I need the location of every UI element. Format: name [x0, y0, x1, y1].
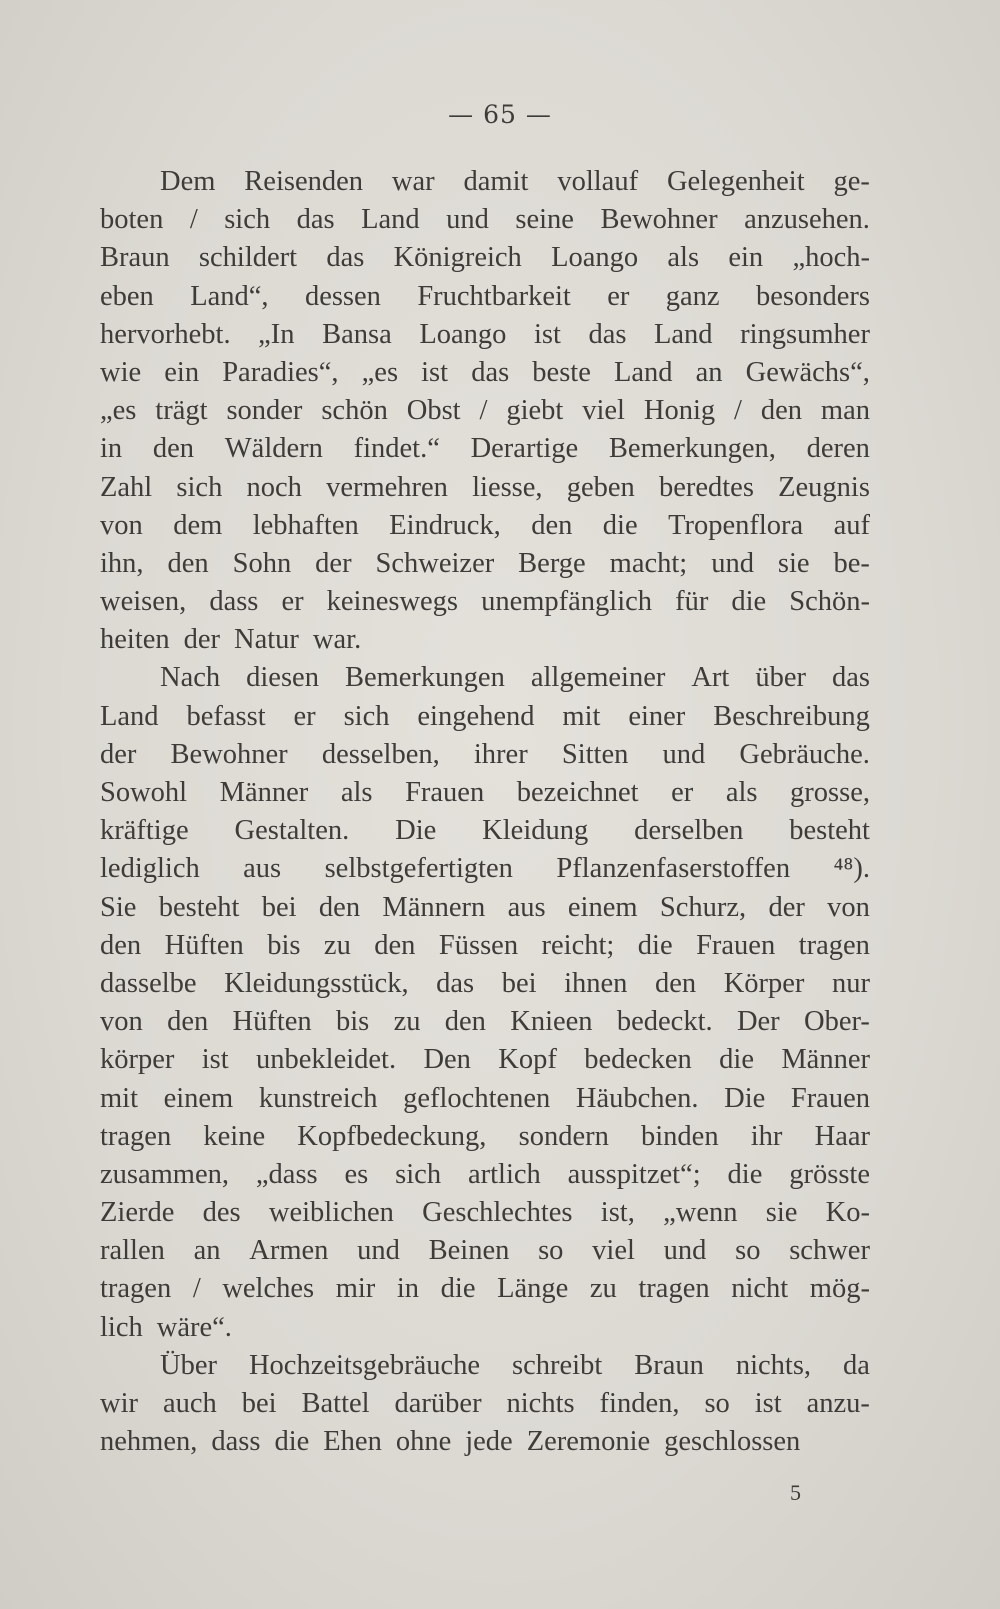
text-line: Zahl sich noch vermehren liesse, geben beredtes Zeugnis: [100, 471, 870, 503]
paragraph: [100, 163, 870, 659]
text-line: Braun schildert das Königreich Loango als ein „hoch-: [100, 242, 870, 274]
paragraph: [100, 659, 870, 1346]
text-line: kräftige Gestalten. Die Kleidung derselben besteht: [100, 815, 870, 847]
text-line: boten / sich das Land und seine Bewohner anzusehen.: [100, 204, 870, 236]
text-line: der Bewohner desselben, ihrer Sitten und Gebräuche.: [100, 738, 870, 770]
text-line: heiten der Natur war.: [100, 624, 362, 656]
text-line: Nach diesen Bemerkungen allgemeiner Art über das: [160, 662, 870, 694]
page-number: — 65 —: [448, 100, 552, 129]
text-line: ihn, den Sohn der Schweizer Berge macht; und sie be-: [100, 547, 870, 579]
body-text: [100, 163, 870, 1461]
text-line: von dem lebhaften Eindruck, den die Tropenflora auf: [100, 509, 870, 541]
text-line: tragen / welches mir in die Länge zu tragen nicht mög-: [100, 1273, 870, 1305]
text-line: nehmen, dass die Ehen ohne jede Zeremonie geschlossen: [100, 1426, 801, 1458]
text-line: Land befasst er sich eingehend mit einer Beschreibung: [100, 700, 870, 732]
text-line: hervorhebt. „In Bansa Loango ist das Land ringsumher: [100, 318, 870, 350]
text-line: wie ein Paradies“, „es ist das beste Land an Gewächs“,: [100, 356, 870, 388]
paragraph: [100, 1347, 870, 1462]
text-line: den Hüften bis zu den Füssen reicht; die Frauen tragen: [100, 929, 870, 961]
text-line: weisen, dass er keineswegs unempfänglich für die Schön-: [100, 586, 870, 618]
text-line: körper ist unbekleidet. Den Kopf bedecken die Männer: [100, 1044, 870, 1076]
text-line: eben Land“, dessen Fruchtbarkeit er ganz besonders: [100, 280, 870, 312]
text-line: Über Hochzeitsgebräuche schreibt Braun nichts, da: [160, 1349, 870, 1381]
text-line: dasselbe Kleidungsstück, das bei ihnen den Körper nur: [100, 967, 870, 999]
text-line: lediglich aus selbstgefertigten Pflanzenfaserstoffen ⁴⁸).: [100, 853, 870, 885]
text-line: Dem Reisenden war damit vollauf Gelegenheit ge-: [160, 166, 870, 197]
text-line: zusammen, „dass es sich artlich ausspitzet“; die grösste: [100, 1158, 870, 1190]
signature-mark: 5: [790, 1480, 801, 1505]
text-line: lich wäre“.: [100, 1311, 232, 1343]
text-line: rallen an Armen und Beinen so viel und so schwer: [100, 1235, 870, 1267]
text-line: Zierde des weiblichen Geschlechtes ist, „wenn sie Ko-: [100, 1197, 870, 1229]
text-line: Sowohl Männer als Frauen bezeichnet er als grosse,: [100, 777, 870, 808]
text-line: tragen keine Kopfbedeckung, sondern binden ihr Haar: [100, 1120, 870, 1152]
text-line: in den Wäldern findet.“ Derartige Bemerkungen, deren: [100, 433, 870, 465]
text-line: „es trägt sonder schön Obst / giebt viel Honig / den man: [100, 395, 870, 427]
text-line: Sie besteht bei den Männern aus einem Schurz, der von: [100, 891, 870, 923]
text-line: mit einem kunstreich geflochtenen Häubchen. Die Frauen: [100, 1082, 870, 1114]
text-line: von den Hüften bis zu den Knieen bedeckt. Der Ober-: [100, 1006, 870, 1038]
text-line: wir auch bei Battel darüber nichts finden, so ist anzu-: [100, 1388, 870, 1419]
